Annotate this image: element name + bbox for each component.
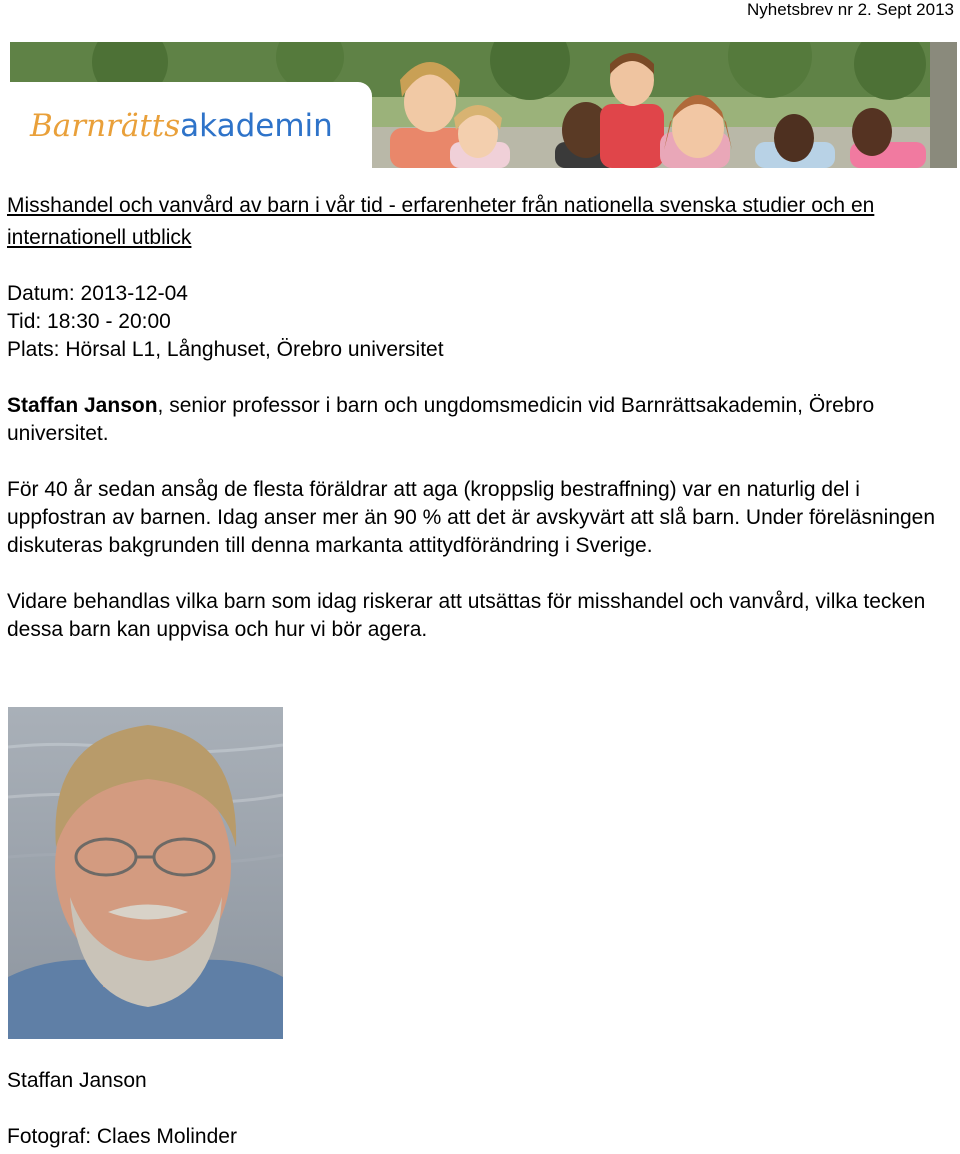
event-place: Plats: Hörsal L1, Långhuset, Örebro universitet bbox=[7, 338, 444, 361]
header-banner bbox=[10, 42, 957, 168]
speaker-description: , senior professor i barn och ungdomsmedicin vid Barnrättsakademin, Örebro universitet. bbox=[7, 394, 875, 445]
photo-caption-name: Staffan Janson bbox=[7, 1069, 147, 1092]
photo-caption-photographer: Fotograf: Claes Molinder bbox=[7, 1125, 237, 1148]
event-date: Datum: 2013-12-04 bbox=[7, 282, 188, 305]
event-time: Tid: 18:30 - 20:00 bbox=[7, 310, 171, 333]
logo-text-part2: akademin bbox=[180, 108, 333, 144]
paragraph-history: För 40 år sedan ansåg de flesta föräldrar att aga (kroppslig bestraffning) var en naturlig del i uppfostran av barnen. Idag anser mer än 90 % att det är avskyvärt att slå barn. Under föreläsningen diskuteras bakgrunden till denna markanta attitydförändring i Sverige. bbox=[7, 478, 936, 557]
article-title-link[interactable]: Misshandel och vanvård av barn i vår tid - erfarenheter från nationella svenska studier och en internationell utblick bbox=[7, 194, 875, 249]
newsletter-label: Nyhetsbrev nr 2. Sept 2013 bbox=[747, 0, 954, 19]
speaker-intro bbox=[7, 392, 952, 448]
logo-text-part1: Barnrätts bbox=[30, 108, 181, 144]
barnrattsakademin-logo bbox=[30, 108, 333, 144]
paragraph-topics: Vidare behandlas vilka barn som idag riskerar att utsättas för misshandel och vanvård, vilka tecken dessa barn kan uppvisa och hur vi bör agera. bbox=[7, 590, 926, 641]
article-body bbox=[7, 190, 952, 644]
speaker-photo bbox=[8, 707, 283, 1039]
speaker-name: Staffan Janson bbox=[7, 394, 158, 417]
event-details bbox=[7, 280, 952, 364]
